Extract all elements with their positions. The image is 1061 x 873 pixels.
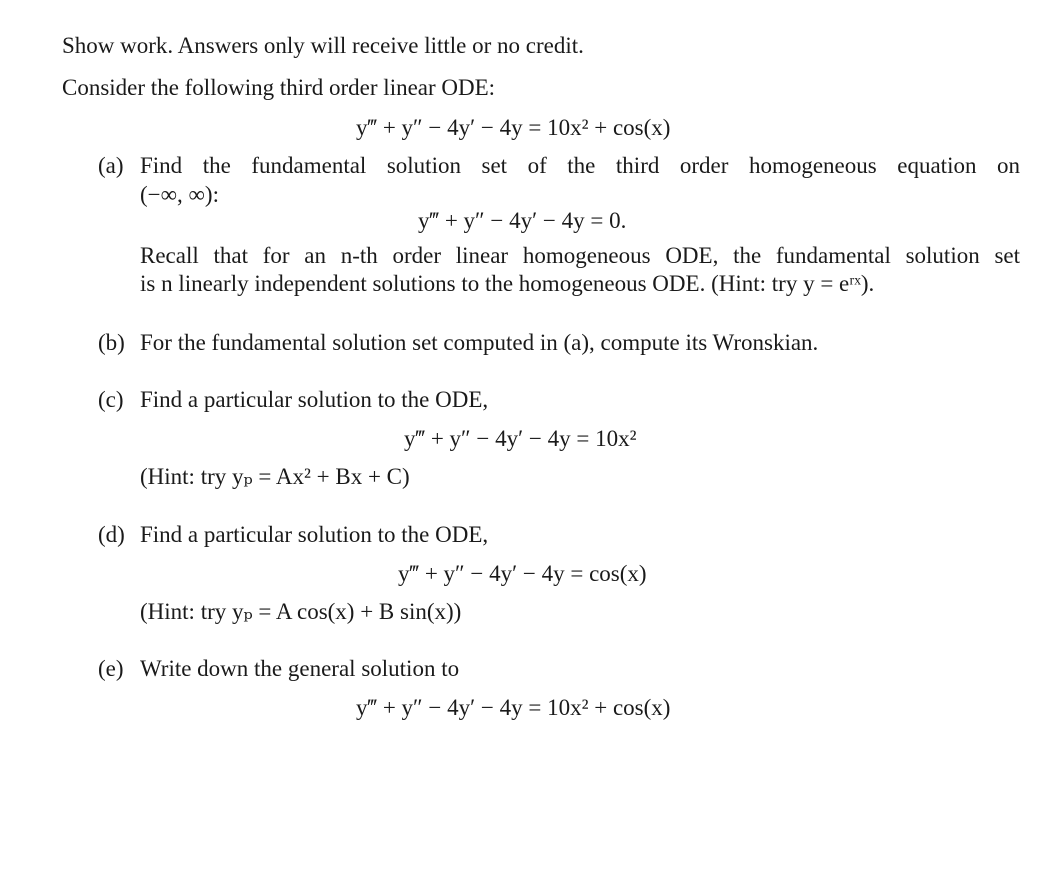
part-d-hint: (Hint: try yₚ = A cos(x) + B sin(x)) xyxy=(140,599,462,624)
part-c-text: Find a particular solution to the ODE, xyxy=(140,387,489,412)
part-e-text: Write down the general solution to xyxy=(140,656,460,681)
part-d-label: (d) xyxy=(98,522,125,547)
part-c-hint: (Hint: try yₚ = Ax² + Bx + C) xyxy=(140,464,410,489)
part-a-text: Find the fundamental solution set of the third order homogeneous equation on xyxy=(140,153,1020,178)
part-c-equation: y‴ + y″ − 4y′ − 4y = 10x² xyxy=(404,426,637,451)
part-b-text: For the fundamental solution set computed in (a), compute its Wronskian. xyxy=(140,330,819,355)
part-a-interval: (−∞, ∞): xyxy=(140,182,219,207)
part-a-equation: y‴ + y″ − 4y′ − 4y = 0. xyxy=(418,208,627,233)
part-a-recall-line1: Recall that for an n-th order linear homogeneous ODE, the fundamental solution set xyxy=(140,243,1020,268)
part-a-recall-line2: is n linearly independent solutions to the homogeneous ODE. (Hint: try y = eʳˣ). xyxy=(140,271,875,296)
part-b-label: (b) xyxy=(98,330,125,355)
part-a-label: (a) xyxy=(98,153,124,178)
consider-text: Consider the following third order linear ODE: xyxy=(62,75,496,100)
part-e-label: (e) xyxy=(98,656,124,681)
main-equation: y‴ + y″ − 4y′ − 4y = 10x² + cos(x) xyxy=(356,115,671,140)
part-d-equation: y‴ + y″ − 4y′ − 4y = cos(x) xyxy=(398,561,647,586)
part-c-label: (c) xyxy=(98,387,124,412)
part-e-equation: y‴ + y″ − 4y′ − 4y = 10x² + cos(x) xyxy=(356,695,671,720)
instruction-text: Show work. Answers only will receive little or no credit. xyxy=(62,33,584,58)
part-d-text: Find a particular solution to the ODE, xyxy=(140,522,489,547)
